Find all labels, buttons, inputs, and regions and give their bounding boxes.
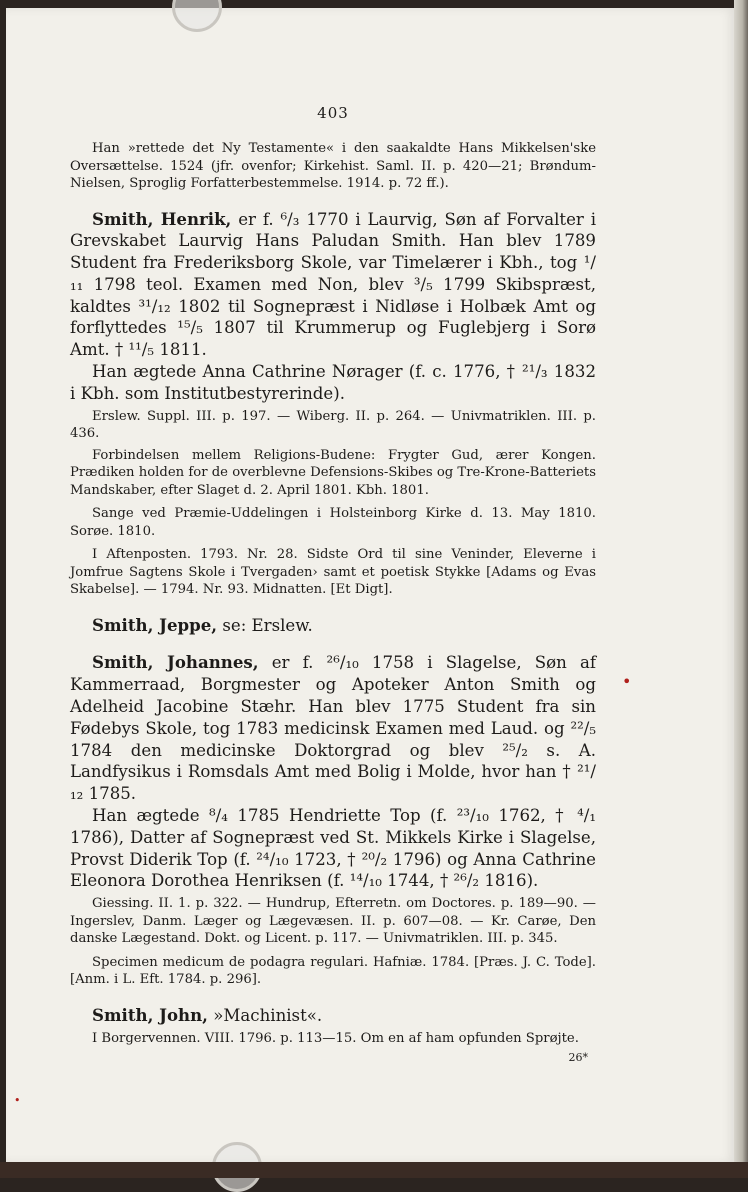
book-page — [6, 8, 736, 1163]
entry-references: Giessing. II. 1. p. 322. — Hundrup, Efterretn. om Doctores. p. 189—90. — Ingerslev, Danm. Læger og Lægevæsen. II. p. 607—08. — Kr. Carøe, Den danske Lægestand. Dokt. og Licent. p. 117. — Univmatriklen. III. p. 345. — [70, 896, 596, 947]
page-number: 403 — [317, 104, 349, 122]
entry-text: er f. ⁶/₃ 1770 i Laurvig, Søn af Forvalter i Grevskabet Laurvig Hans Paludan Smith. Han blev 1789 Student fra Frederiksborg Skole, var Timelærer i Kbh., tog ¹/₁₁ 1798 teol. Examen med Non, blev ³/₅ 1799 Skibspræst, kaldtes ³¹/₁₂ 1802 til Sognepræst i Nidløse i Holbæk Amt og forflyttedes ¹⁵/₅ 1807 til Krummerup og Fuglebjerg i Sorø Amt. † ¹¹/₅ 1811. — [70, 209, 597, 360]
entry-marriage: Han ægtede ⁸/₄ 1785 Hendriette Top (f. ²³/₁₀ 1762, † ⁴/₁ 1786), Datter af Sognepræst ved St. Mikkels Kirke i Slagelse, Provst Diderik Top (f. ²⁴/₁₀ 1723, † ²⁰/₂ 1796) og Anna Cathrine Eleonora Dorothea Henriksen (f. ¹⁴/₁₀ 1744, † ²⁶/₂ 1816). — [70, 806, 596, 891]
entry-johannes-smith — [70, 652, 596, 805]
entry-marriage: Han ægtede Anna Cathrine Nørager (f. c. 1776, † ²¹/₃ 1832 i Kbh. som Institutbestyrerinde). — [70, 362, 596, 403]
entry-work: Sange ved Præmie-Uddelingen i Holsteinborg Kirke d. 13. May 1810. Sorøe. 1810. — [70, 506, 596, 539]
red-pencil-mark: • — [622, 672, 632, 691]
paragraph-continuation: Han »rettede det Ny Testamente« i den saakaldte Hans Mikkelsen'ske Oversættelse. 1524 (jfr. ovenfor; Kirkehist. Saml. II. p. 420—21; Brøndum-Nielsen, Sproglig Forfatterbestemmelse. 1914. p. 72 ff.). — [70, 141, 596, 191]
entry-references: I Borgervennen. VIII. 1796. p. 113—15. Om en af ham opfunden Sprøjte. — [92, 1030, 579, 1046]
entry-henrik-smith — [70, 209, 596, 362]
paper-clip-top — [172, 0, 222, 32]
entry-text: er f. ²⁶/₁₀ 1758 i Slagelse, Søn af Kammerraad, Borgmester og Apoteker Anton Smith og Adelheid Jacobine Stæhr. Han blev 1775 Student fra sin Fødebys Skole, tog 1783 medicinsk Examen med Laud. og ²²/₅ 1784 den medicinske Doktorgrad og blev ²⁵/₂ s. A. Landfysikus i Romsdals Amt med Bolig i Molde, hvor han † ²¹/₁₂ 1785. — [70, 653, 596, 804]
entry-name: Smith, John, — [92, 1004, 208, 1025]
entry-jeppe-smith — [70, 615, 596, 637]
book-cover-edge — [0, 1162, 748, 1178]
red-pencil-mark: • — [14, 1094, 21, 1107]
entry-work: I Aftenposten. 1793. Nr. 28. Sidste Ord til sine Veninder, Eleverne i Jomfrue Sagtens Skole i Tvergaden› samt et poetisk Stykke [Adams og Evas Skabelse]. — 1794. Nr. 93. Midnatten. [Et Digt]. — [70, 547, 596, 598]
entry-text: »Machinist«. — [207, 1005, 323, 1025]
entry-name: Smith, Henrik, — [92, 208, 232, 229]
page-edge — [734, 0, 748, 1178]
entry-work: Forbindelsen mellem Religions-Budene: Frygter Gud, ærer Kongen. Prædiken holden for de overblevne Defensions-Skibes og Tre-Krone-Batteriets Mandskaber, efter Slaget d. 2. April 1801. Kbh. 1801. — [70, 447, 596, 498]
entry-john-smith — [70, 1005, 596, 1027]
entry-name: Smith, Jeppe, — [92, 614, 218, 635]
entry-work: Specimen medicum de podagra regulari. Hafniæ. 1784. [Præs. J. C. Tode]. [Anm. i L. Eft. 1784. p. 296]. — [70, 954, 596, 988]
page-content — [70, 104, 596, 1064]
signature-mark: 26* — [568, 1051, 588, 1065]
entry-name: Smith, Johannes, — [92, 652, 259, 673]
entry-references: Erslew. Suppl. III. p. 197. — Wiberg. II. p. 264. — Univmatriklen. III. p. 436. — [70, 408, 596, 442]
entry-text: se: Erslew. — [217, 615, 313, 635]
